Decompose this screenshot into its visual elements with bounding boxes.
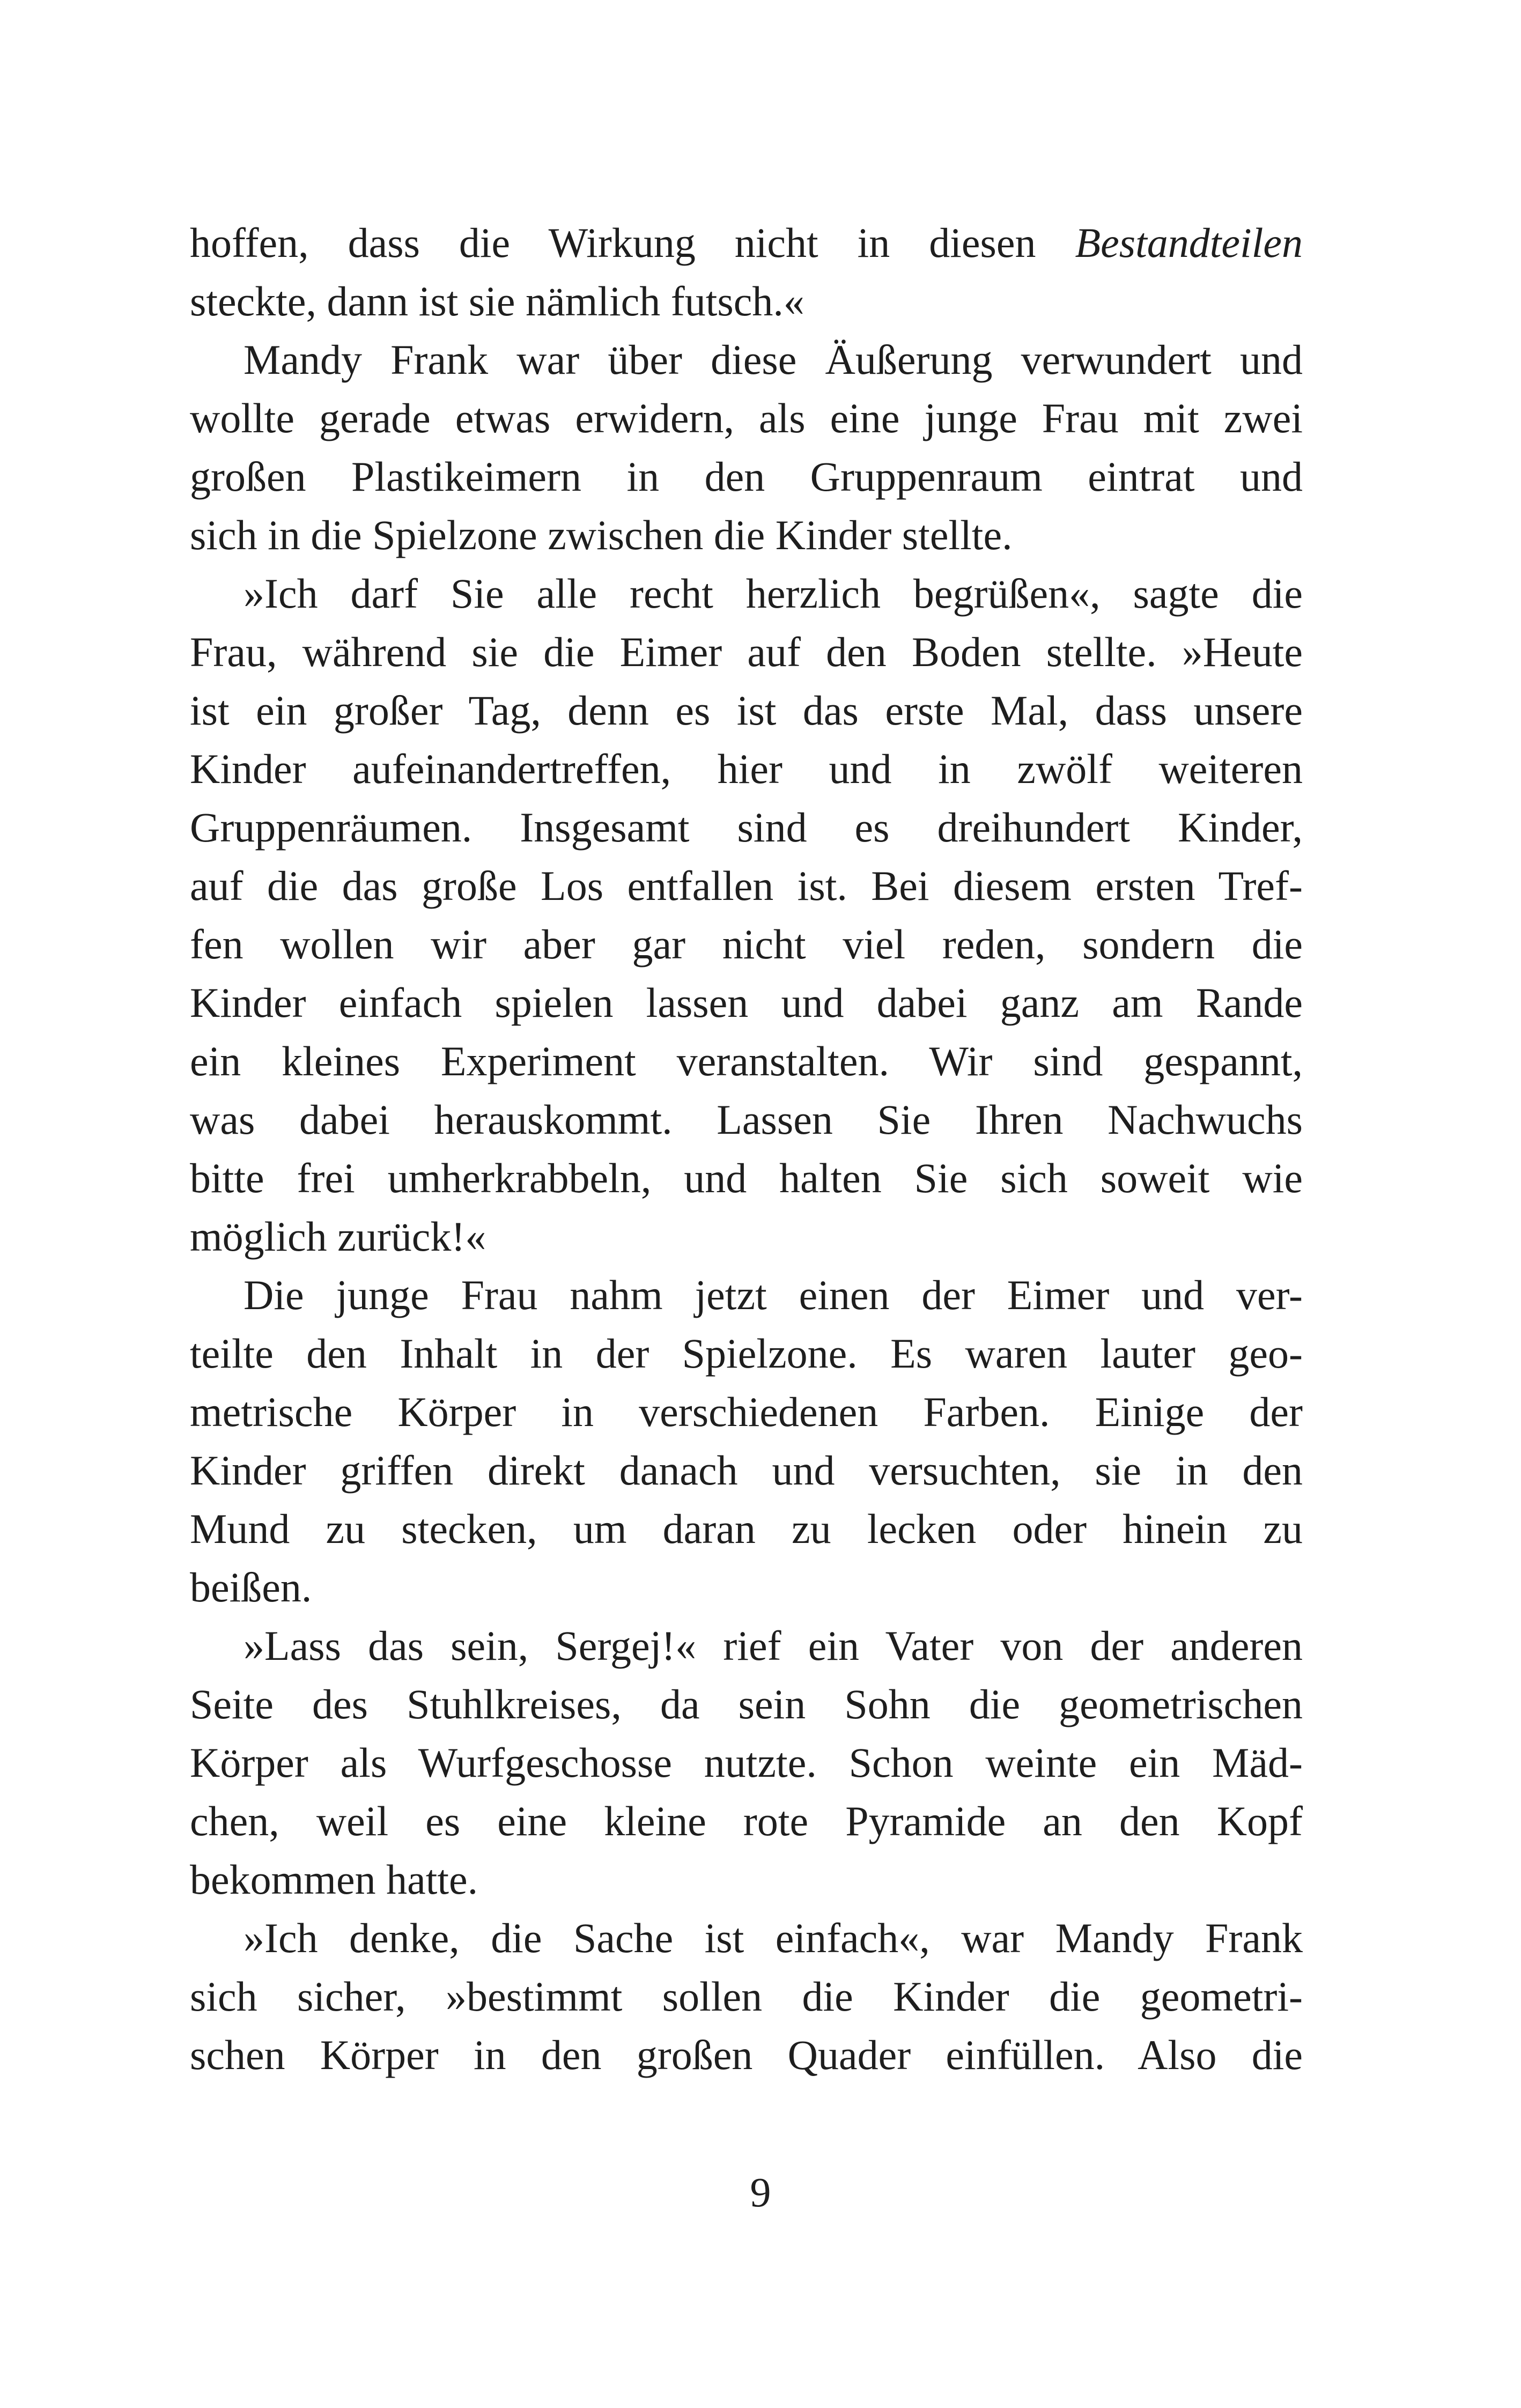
text-line: auf die das große Los entfallen ist. Bei diesem ersten Tref-: [190, 862, 1303, 909]
text-line: Seite des Stuhlkreises, da sein Sohn die geometrischen: [190, 1681, 1303, 1727]
text-line: möglich zurück!«: [190, 1213, 486, 1260]
text-line: Kinder einfach spielen lassen und dabei ganz am Rande: [190, 979, 1303, 1026]
text-line: Körper als Wurfgeschosse nutzte. Schon weinte ein Mäd-: [190, 1739, 1303, 1786]
text-line: Gruppenräumen. Insgesamt sind es dreihundert Kinder,: [190, 804, 1303, 851]
text-line: teilte den Inhalt in der Spielzone. Es waren lauter geo-: [190, 1330, 1303, 1377]
text-line: großen Plastikeimern in den Gruppenraum eintrat und: [190, 453, 1303, 500]
text-line: ein kleines Experiment veranstalten. Wir sind gespannt,: [190, 1038, 1303, 1084]
italic-word: Bestandteilen: [1075, 219, 1303, 266]
paragraph-first-line: »Ich denke, die Sache ist einfach«, war Mandy Frank: [243, 1915, 1303, 1961]
text-line: Frau, während sie die Eimer auf den Boden stellte. »Heute: [190, 629, 1303, 675]
text-line: wollte gerade etwas erwidern, als eine junge Frau mit zwei: [190, 395, 1303, 441]
paragraph-first-line: Mandy Frank war über diese Äußerung verwundert und: [243, 336, 1303, 383]
text-line: sich in die Spielzone zwischen die Kinder stellte.: [190, 512, 1013, 558]
page-number: 9: [750, 2169, 771, 2215]
body-text: [190, 213, 1303, 2084]
text-line: Kinder aufeinandertreffen, hier und in zwölf weiteren: [190, 745, 1303, 792]
paragraph-first-line: »Ich darf Sie alle recht herzlich begrüßen«, sagte die: [243, 570, 1303, 617]
text-line: steckte, dann ist sie nämlich futsch.«: [190, 278, 804, 324]
text-line: [190, 213, 1303, 272]
text-line: chen, weil es eine kleine rote Pyramide an den Kopf: [190, 1798, 1303, 1844]
text-line: bitte frei umherkrabbeln, und halten Sie sich soweit wie: [190, 1155, 1303, 1201]
paragraph-first-line: Die junge Frau nahm jetzt einen der Eimer und ver-: [243, 1272, 1303, 1318]
text-line: schen Körper in den großen Quader einfüllen. Also die: [190, 2032, 1303, 2078]
text-line: ist ein großer Tag, denn es ist das erste Mal, dass unsere: [190, 687, 1303, 734]
text-segment: hoffen, dass die Wirkung nicht in diesen: [190, 219, 1075, 266]
text-line: Mund zu stecken, um daran zu lecken oder hinein zu: [190, 1505, 1303, 1552]
text-line: bekommen hatte.: [190, 1856, 478, 1903]
paragraph-first-line: »Lass das sein, Sergej!« rief ein Vater von der anderen: [243, 1622, 1303, 1669]
text-line: fen wollen wir aber gar nicht viel reden, sondern die: [190, 921, 1303, 967]
text-line: sich sicher, »bestimmt sollen die Kinder die geometri-: [190, 1973, 1303, 2020]
text-line: was dabei herauskommt. Lassen Sie Ihren Nachwuchs: [190, 1096, 1303, 1143]
text-line: metrische Körper in verschiedenen Farben. Einige der: [190, 1388, 1303, 1435]
text-line: Kinder griffen direkt danach und versuchten, sie in den: [190, 1447, 1303, 1494]
text-line: beißen.: [190, 1564, 312, 1611]
